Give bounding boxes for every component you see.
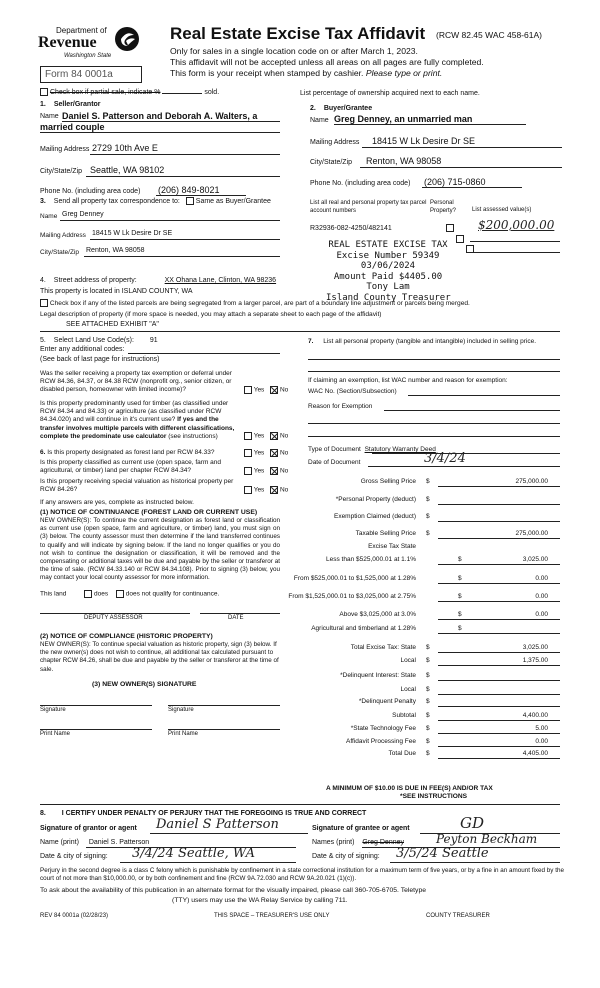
notice-compliance-title: (2) NOTICE OF COMPLIANCE (HISTORIC PROPERTY): [40, 633, 213, 640]
tax-row-label: Less than $525,000.01 at 1.1%: [326, 556, 416, 563]
tax-row-value: 0.00: [535, 575, 548, 582]
segregated-note: Check box if any of the listed parcels are being segregated from a larger parcel, are part of a boundary line adjustment or parcels being merged.: [40, 299, 470, 307]
tax-row-value: 0.00: [535, 611, 548, 618]
tax-row-value: 5.00: [535, 725, 548, 732]
tax-row-dollar: $: [458, 556, 462, 563]
minimum-due: A MINIMUM OF $10.00 IS DUE IN FEE(S) AND/OR TAX: [326, 785, 493, 792]
dor-logo: [38, 22, 138, 64]
dept-label: Department of: [56, 26, 107, 35]
tax-row-dollar: $: [426, 496, 430, 503]
tax-row-dollar: $: [458, 611, 462, 618]
personal-checkbox-1[interactable]: [446, 224, 454, 232]
parcel-number: R32936-082-4250/482141: [310, 225, 392, 232]
tax-row-value: 0.00: [535, 593, 548, 600]
tax-row-label: Exemption Claimed (deduct): [333, 513, 416, 520]
tax-row-dollar: $: [458, 593, 462, 600]
buyer-heading: 2. Buyer/Grantee: [310, 105, 373, 112]
send-correspondence: 3. Send all property tax correspondence to: Same as Buyer/Grantee: [40, 197, 271, 205]
tax-row-label: Agricultural and timberland at 1.28%: [311, 625, 416, 632]
grantor-date-city: 3/4/24 Seattle, WA: [132, 846, 255, 861]
ownership-note: List percentage of ownership acquired next to each name.: [300, 90, 480, 97]
seller-city-label: City/State/Zip: [40, 168, 83, 175]
tax-row-label: From $525,000.01 to $1,525,000 at 1.28%: [293, 575, 416, 582]
land-use: 5. Select Land Use Code(s): 91: [40, 337, 158, 344]
q2-yes-checkbox[interactable]: [244, 432, 252, 440]
exemption-note: If claiming an exemption, list WAC number and reason for exemption:: [308, 377, 508, 384]
tax-row-label: Gross Selling Price: [360, 478, 416, 485]
same-as-buyer-checkbox[interactable]: [186, 197, 194, 205]
tax-row-label: *Delinquent Interest: State: [340, 672, 416, 679]
q7-no-checkbox[interactable]: [270, 467, 278, 475]
tax-row-dollar: $: [426, 712, 430, 719]
treasurer-stamp: REAL ESTATE EXCISE TAX Excise Number 59349 03/06/2024 Amount Paid $4405.00 Tony Lam Island County Treasurer: [326, 240, 451, 303]
seller-name-label: Name: [40, 113, 59, 120]
tax-row-dollar: $: [426, 738, 430, 745]
personal-col-header: Personal Property?: [430, 200, 457, 215]
tax-row-label: Affidavit Processing Fee: [346, 738, 416, 745]
q6-no-checkbox[interactable]: [270, 449, 278, 457]
tax-row-label: Local: [400, 657, 416, 664]
alt-format-2: (TTY) users may use the WA Relay Service by calling 711.: [172, 897, 348, 904]
tax-row-dollar: $: [426, 686, 430, 693]
grantor-name: Name (print) Daniel S. Patterson: [40, 839, 150, 846]
q7-answers: Yes No: [244, 467, 288, 475]
grantor-signature-label: Signature of grantor or agent: [40, 825, 137, 832]
subtitle-3: This form is your receipt when stamped by cashier. Please type or print.: [170, 68, 443, 78]
grantee-signature-label: Signature of grantee or agent: [312, 825, 410, 832]
assessor-date-label: DATE: [228, 615, 244, 621]
grantee-signature: GD: [460, 814, 485, 832]
send-name: Greg Denney: [62, 211, 104, 218]
q8-yes-checkbox[interactable]: [244, 486, 252, 494]
tax-row-value: 4,400.00: [522, 712, 548, 719]
form-number: Form 84 0001a: [45, 69, 113, 80]
tax-row-value: 275,000.00: [515, 478, 548, 485]
perjury-notice: Perjury in the second degree is a class C felony which is punishable by confinement in a state correctional institution for a maximum term of five years, or by a fine in an amount fixed by the court of not more than $10,000.00, or by both confinement and fine (RCW 9A.72.030 and RCW 9A.20.021 (1)(c)).: [40, 867, 564, 883]
q8-no-checkbox[interactable]: [270, 486, 278, 494]
buyer-city: Renton, WA 98058: [366, 156, 442, 166]
form-number-box: [40, 66, 142, 83]
send-mail-label: Mailing Address: [40, 232, 86, 239]
seller-heading: 1. Seller/Grantor: [40, 101, 101, 108]
personal-checkbox-2[interactable]: [456, 235, 464, 243]
question-current-use: Is this property classified as current use (open space, farm and agricultural, or timber) land per chapter RCW 84.34?: [40, 459, 222, 475]
seller-name: Daniel S. Patterson and Deborah A. Walters, a: [62, 111, 258, 121]
seller-name-2: married couple: [40, 122, 105, 132]
tax-row-label: Local: [400, 686, 416, 693]
buyer-phone-label: Phone No. (including area code): [310, 180, 411, 187]
tax-row-label: *Personal Property (deduct): [335, 496, 416, 503]
parcel-col-header: List all real and personal property tax parcel account numbers: [310, 200, 427, 215]
notice-continuance-title: (1) NOTICE OF CONTINUANCE (FOREST LAND OR CURRENT USE): [40, 509, 258, 516]
tax-row-dollar: $: [426, 644, 430, 651]
property-address: 4. Street address of property: XX Ohana Lane, Clinton, WA 98236: [40, 277, 277, 284]
wac-label: WAC No. (Section/Subsection): [308, 388, 397, 395]
does-not-checkbox[interactable]: [116, 590, 124, 598]
doc-date: 3/4/24: [424, 451, 466, 466]
notice-continuance-body: NEW OWNER(S): To continue the current designation as forest land or classification as current use (open space, farm and agriculture, or timber) land, you must sign on (3) below. The county assessor must then determine if the land transferred continues to qualify and will indicate by signing below. If the land no longer qualifies or you do not wish to continue the designation or classification, it will be removed and the compensating or additional taxes will be due and payable by the seller or transferor at the time of sale. (RCW 84.33.140 or RCW 84.34.108). Prior to signing (3) below, you may contact your local county assessor for more information.: [40, 517, 280, 582]
grantee-date-city: 3/5/24 Seattle: [396, 846, 489, 861]
tax-row-label: *State Technology Fee: [350, 725, 416, 732]
send-mail: 18415 W Lk Desire Dr SE: [92, 230, 173, 237]
treasurer-space: THIS SPACE – TREASURER'S USE ONLY: [214, 913, 330, 919]
tax-row-label: Above $3,025,000 at 3.0%: [339, 611, 416, 618]
grantee-name-handwritten: Peyton Beckham: [436, 832, 538, 846]
certify-heading: 8. I CERTIFY UNDER PENALTY OF PERJURY THAT THE FOREGOING IS TRUE AND CORRECT: [40, 810, 367, 817]
seller-phone: (206) 849-8021: [158, 185, 220, 195]
q2-answers: Yes No: [244, 432, 288, 440]
buyer-phone: (206) 715-0860: [424, 177, 486, 187]
owner-signature-label-1: Signature: [40, 707, 66, 713]
grantee-date-label: Date & city of signing:: [312, 853, 380, 860]
additional-codes: Enter any additional codes:: [40, 346, 125, 353]
tax-row-dollar: $: [458, 575, 462, 582]
tax-row-dollar: $: [426, 672, 430, 679]
q6-yes-checkbox[interactable]: [244, 449, 252, 457]
q1-answers: Yes No: [244, 386, 288, 394]
seller-phone-label: Phone No. (including area code): [40, 188, 141, 195]
reason-label: Reason for Exemption: [308, 403, 373, 410]
seller-city: Seattle, WA 98102: [90, 165, 165, 175]
tax-row-label: *Delinquent Penalty: [358, 698, 416, 705]
send-name-label: Name: [40, 213, 58, 220]
tax-row-value: 4,405.00: [522, 750, 548, 757]
tax-row-dollar: $: [426, 478, 430, 485]
qualify-line: This land does does not qualify for continuance.: [40, 590, 220, 598]
q8-answers: Yes No: [244, 486, 288, 494]
q7-yes-checkbox[interactable]: [244, 467, 252, 475]
tax-row-value: 3,025.00: [522, 556, 548, 563]
tax-row-label: Excise Tax State: [368, 543, 416, 550]
q6-answers: Yes No: [244, 449, 288, 457]
tax-row-label: Total Excise Tax: State: [350, 644, 416, 651]
assessed-value: $200,000.00: [478, 218, 555, 232]
tax-row-dollar: $: [426, 657, 430, 664]
segregated-checkbox[interactable]: [40, 299, 48, 307]
grantor-signature: Daniel S Patterson: [156, 817, 279, 832]
state-label: Washington State: [64, 53, 112, 59]
legal-description: Legal description of property (if more space is needed, you may attach a separate sheet to each page of the affidavit): [40, 311, 382, 318]
seller-mail: 2729 10th Ave E: [92, 143, 158, 153]
alt-format-1: To ask about the availability of this publication in an alternate format for the visually impaired, please call 360-705-6705. Teletype: [40, 887, 427, 894]
grantee-names: Names (print) Greg Denney: [312, 839, 404, 846]
subtitle-1: Only for sales in a single location code on or after March 1, 2023.: [170, 46, 418, 56]
send-city-label: City/State/Zip: [40, 249, 80, 256]
grantor-date-label: Date & city of signing:: [40, 853, 108, 860]
form-rcw: (RCW 82.45 WAC 458-61A): [436, 30, 542, 40]
buyer-mail: 18415 W Lk Desire Dr SE: [372, 136, 476, 146]
subtitle-2: This affidavit will not be accepted unless all areas on all pages are fully completed.: [170, 57, 484, 67]
buyer-mail-label: Mailing Address: [310, 139, 360, 146]
tax-row-dollar: $: [426, 513, 430, 520]
send-city: Renton, WA 98058: [86, 247, 145, 254]
partial-sale: Check box if partial sale, indicate % sold.: [40, 88, 219, 96]
question-exemption: Was the seller receiving a property tax exemption or deferral under RCW 84.36, 84.37, or 84.38 RCW (nonprofit org., senior citizen, or disabled person, homeowner with limited income)?: [40, 370, 232, 394]
tax-row-value: 0.00: [535, 738, 548, 745]
buyer-city-label: City/State/Zip: [310, 159, 353, 166]
question-forest: 6. Is this property designated as forest land per RCW 84.33?: [40, 449, 215, 456]
form-title: Real Estate Excise Tax Affidavit: [170, 24, 426, 43]
does-checkbox[interactable]: [84, 590, 92, 598]
exhibit-a: SEE ATTACHED EXHIBIT "A": [66, 321, 159, 328]
tax-row-dollar: $: [426, 698, 430, 705]
tax-row-dollar: $: [426, 750, 430, 757]
owner-signature-label-2: Signature: [168, 707, 194, 713]
tax-row-label: Taxable Selling Price: [355, 530, 416, 537]
question-historic: Is this property receiving special valuation as historical property per RCW 84.26?: [40, 478, 234, 494]
dept-name: Revenue: [38, 34, 97, 51]
county-treasurer: COUNTY TREASURER: [426, 913, 490, 919]
deputy-assessor-label: DEPUTY ASSESSOR: [84, 615, 143, 621]
new-owner-signature-title: (3) NEW OWNER(S) SIGNATURE: [92, 681, 197, 688]
dor-logo-icon: [114, 26, 140, 52]
q1-yes-checkbox[interactable]: [244, 386, 252, 394]
partial-sale-checkbox[interactable]: [40, 88, 48, 96]
tax-row-label: Total Due: [388, 750, 416, 757]
owner-print-label-2: Print Name: [168, 731, 199, 737]
tax-row-dollar: $: [426, 530, 430, 537]
q1-no-checkbox[interactable]: [270, 386, 278, 394]
notice-compliance-body: NEW OWNER(S): To continue special valuation as historic property, sign (3) below. If the new owner(s) does not wish to continue, all additional tax calculated pursuant to chapter RCW 84.26, shall be due and payable by the seller or transferor at the time of sale.: [40, 641, 279, 673]
tax-row-dollar: $: [458, 625, 462, 632]
rev-number: REV 84 0001a (02/28/23): [40, 913, 109, 919]
assessed-col-header: List assessed value(s): [472, 207, 532, 213]
tax-row-label: From $1,525,000.01 to $3,025,000 at 2.75%: [288, 593, 416, 600]
tax-row-value: 1,375.00: [522, 657, 548, 664]
seller-mail-label: Mailing Address: [40, 146, 90, 153]
see-instructions-tax: *SEE INSTRUCTIONS: [400, 793, 468, 800]
see-instructions: (See back of last page for instructions): [40, 356, 160, 363]
owner-print-label-1: Print Name: [40, 731, 71, 737]
doc-type: Type of Document Statutory Warranty Deed: [308, 446, 436, 453]
buyer-name-label: Name: [310, 117, 329, 124]
personal-property: 7. List all personal property (tangible and intangible) included in selling price.: [308, 338, 537, 345]
doc-date-label: Date of Document: [308, 459, 361, 466]
tax-row-value: 275,000.00: [515, 530, 548, 537]
q2-no-checkbox[interactable]: [270, 432, 278, 440]
tax-row-dollar: $: [426, 725, 430, 732]
tax-row-label: Subtotal: [392, 712, 416, 719]
if-any-yes: If any answers are yes, complete as instructed below.: [40, 499, 194, 506]
tax-row-value: 3,025.00: [522, 644, 548, 651]
buyer-name: Greg Denney, an unmarried man: [334, 114, 473, 124]
question-timber: Is this property predominantly used for timber (as classified under RCW 84.34 and 84.33) or agriculture (as classified under RCW 84.34.020) and will continue in it's current use? If yes and the transfer involves multiple parcels with different classifications, complete the predominate use calculator (see instructions): [40, 400, 235, 440]
property-county: This property is located in ISLAND COUNTY, WA: [40, 288, 193, 295]
